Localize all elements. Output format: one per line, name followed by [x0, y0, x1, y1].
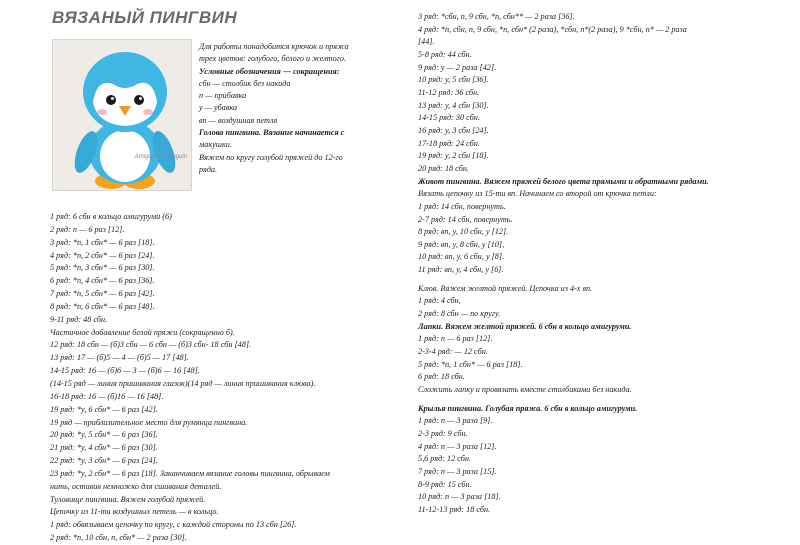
pattern-line: 5 ряд: *п, 1 сбн* — 6 раз [18].: [418, 359, 523, 369]
pattern-line: Сложить лапку и провязать вместе столбиками без накида.: [418, 385, 632, 395]
pattern-line: 4 ряд: п — 3 раза [12].: [418, 441, 497, 451]
pattern-right-column: [418, 11, 709, 517]
pattern-line: 8 ряд: вп, у, 10 сбн, у [12].: [418, 227, 509, 237]
intro-line: сбн — столбик без накида: [199, 78, 291, 88]
pattern-line: 16 ряд: у, 3 сбн [24].: [418, 125, 489, 135]
pattern-line: Живот пингвина. Вяжем пряжей белого цвета прямыми и обратными рядами.: [418, 176, 709, 186]
pattern-line: 3 ряд: *сбн, п, 9 сбн, *п, сбн** — 2 раза [36].: [418, 12, 575, 21]
penguin-illustration: [53, 40, 191, 190]
pattern-line: 6 ряд: *п, 4 сбн* — 6 раз [36].: [50, 276, 155, 286]
pattern-line: 19 ряд — приблизительное место для румянца пингвина.: [50, 417, 248, 427]
pattern-line: 16-18 ряд: 16 — (б)16 — 16 [48].: [50, 391, 164, 401]
page-title: ВЯЗАНЫЙ ПИНГВИН: [52, 8, 238, 27]
pattern-line: Вязать цепочку из 15-ти вп. Начинаем со второй от крючка петли:: [418, 189, 657, 199]
intro-line: Голова пингвина. Вязание начинается с: [199, 128, 345, 138]
pattern-line: 20 ряд: *у, 5 сбн* — 6 раз [36].: [50, 430, 158, 440]
pattern-line: 8-9 ряд: 15 сбн.: [418, 479, 472, 489]
pattern-line: 5,6 ряд: 12 сбн.: [418, 454, 471, 464]
pattern-line: нить, оставив немножко для сшивания деталей.: [50, 481, 222, 491]
pattern-line: 13 ряд: у, 4 сбн [30].: [418, 100, 489, 110]
pattern-line: 14-15 ряд: 30 сбн.: [418, 113, 480, 123]
pattern-line: 5-8 ряд: 44 сбн.: [418, 49, 472, 59]
pattern-line: Лапки. Вяжем желтой пряжей. 6 сбн в кольцо амигуруми.: [418, 321, 632, 331]
pattern-line: (14-15 ряд — линия пришивания глазок)(14 ряд — линия пришивания клюва).: [50, 378, 316, 388]
pattern-line: 20 ряд: 18 сбн.: [418, 163, 469, 173]
pattern-line: 2-7 ряд: 14 сбн, повернуть.: [418, 214, 513, 224]
pattern-line: 22 ряд: *у, 3 сбн* — 6 раз [24].: [50, 456, 158, 466]
pattern-line: 12 ряд: 18 сбн — (б)3 сбн — 6 сбн — (б)3 сбн- 18 сбн [48].: [50, 340, 252, 350]
intro-line: Вяжем по кругу голубой пряжей до 12-го: [199, 152, 343, 162]
pattern-left-column: [50, 211, 330, 545]
pattern-line: 2-3 ряд: 9 сбн.: [418, 429, 468, 438]
intro-line: у — убавка: [199, 103, 238, 113]
pattern-line: 7 ряд: *п, 5 сбн* — 6 раз [42].: [50, 289, 155, 299]
pattern-line: 9 ряд: у — 2 раза [42].: [418, 62, 497, 72]
pattern-line: 9-11 ряд: 48 сбн.: [50, 314, 108, 324]
photo-watermark: Amigurumi Penguin: [134, 154, 187, 160]
intro-line: ряда.: [199, 164, 218, 174]
pattern-line: 3 ряд: *п, 1 сбн* — 6 раз [18].: [50, 237, 155, 247]
pattern-line: 7 ряд: п — 3 раза [15].: [418, 466, 497, 476]
pattern-line: 14-15 ряд: 16 — (б)6 — 3 — (б)6 — 16 [48].: [50, 366, 200, 376]
pattern-line: Клюв. Вяжем желтой пряжей. Цепочка из 4-х вп.: [418, 283, 593, 293]
pattern-line: Частичное добавление белой пряжи (сокращенно б).: [50, 327, 235, 337]
pattern-line: 2 ряд: п — 6 раз [12].: [50, 224, 125, 234]
intro-line: Условные обозначения — сокращения:: [199, 66, 340, 76]
pattern-line: 1 ряд: 6 сбн в кольцо амигуруми (6): [50, 212, 172, 221]
pattern-line: 1 ряд: п — 3 раза [9].: [418, 416, 493, 426]
pattern-line: 1 ряд: п — 6 раз [12].: [418, 334, 493, 344]
pattern-line: [44].: [418, 37, 435, 47]
pattern-line: 23 ряд: *у, 2 сбн* — 6 раз [18]. Заканчиваем вязание головы пингвина, обрываем: [50, 468, 330, 478]
pattern-line: 2-3-4 ряд: — 12 сбн.: [418, 347, 488, 357]
pattern-line: 13 ряд: 17 — (б)5 — 4 — (б)5 — 17 [48].: [50, 353, 189, 363]
pattern-line: 2 ряд: 8 сбн — по кругу.: [418, 309, 501, 319]
pattern-line: 5 ряд: *п, 3 сбн* — 6 раз [30].: [50, 263, 155, 273]
pattern-line: Туловище пингвина. Вяжем голубой пряжей.: [50, 494, 206, 504]
pattern-line: 10 ряд: п — 3 раза [18].: [418, 492, 501, 502]
pattern-line: 11-12-13 ряд: 18 сбн.: [418, 504, 491, 514]
pattern-line: 11 ряд: вп, у, 4 сбн, у [6].: [418, 265, 504, 275]
intro-text: [199, 41, 349, 176]
pattern-line: 4 ряд: *п, сбн, п, 9 сбн, *п, сбн* (2 раза), *сбн, п*(2 раза), 9 *сбн, п* — 2 раза: [418, 24, 687, 34]
pattern-line: 10 ряд: у, 5 сбн [36].: [418, 75, 489, 85]
pattern-line: 6 ряд: 18 сбн.: [418, 372, 465, 382]
pattern-line: 9 ряд: вп, у, 8 сбн, у [10],: [418, 239, 505, 249]
intro-line: п — прибавка: [199, 91, 247, 101]
pattern-line: Крылья пингвина. Голубая пряжа. 6 сбн в кольцо амигуруми.: [418, 403, 638, 413]
intro-line: макушки.: [199, 140, 232, 150]
pattern-line: 10 ряд: вп, у, 6 сбн, у [8].: [418, 252, 505, 262]
pattern-line: 1 ряд: 4 сбн,: [418, 296, 461, 306]
pattern-line: 19 ряд: у, 2 сбн [18].: [418, 151, 489, 161]
pattern-line: 19 ряд: *у, 6 сбн* — 6 раз [42].: [50, 404, 158, 414]
pattern-line: 4 ряд: *п, 2 сбн* — 6 раз [24].: [50, 250, 155, 260]
penguin-photo: [52, 39, 192, 191]
pattern-line: 2 ряд: *п, 10 сбн, п, сбн* — 2 раза [30].: [50, 533, 187, 543]
intro-line: вп — воздушная петля: [199, 115, 278, 125]
pattern-line: 11-12 ряд: 36 сбн.: [418, 87, 480, 97]
pattern-line: 1 ряд: 14 сбн, повернуть.: [418, 201, 506, 211]
intro-line: Для работы понадобится крючок и пряжа: [199, 42, 349, 51]
pattern-line: 1 ряд: обвязываем цепочку по кругу, с каждой стороны по 13 сбн [26].: [50, 520, 297, 530]
intro-line: трех цветов: голубого, белого и желтого.: [199, 54, 347, 64]
pattern-line: 8 ряд: *п, 6 сбн* — 6 раз [48].: [50, 301, 155, 311]
pattern-line: 21 ряд: *у, 4 сбн* — 6 раз [30].: [50, 443, 158, 453]
pattern-line: Цепочку из 11-ти воздушных петель — в кольцо.: [50, 507, 219, 517]
pattern-line: 17-18 ряд: 24 сбн.: [418, 138, 480, 148]
